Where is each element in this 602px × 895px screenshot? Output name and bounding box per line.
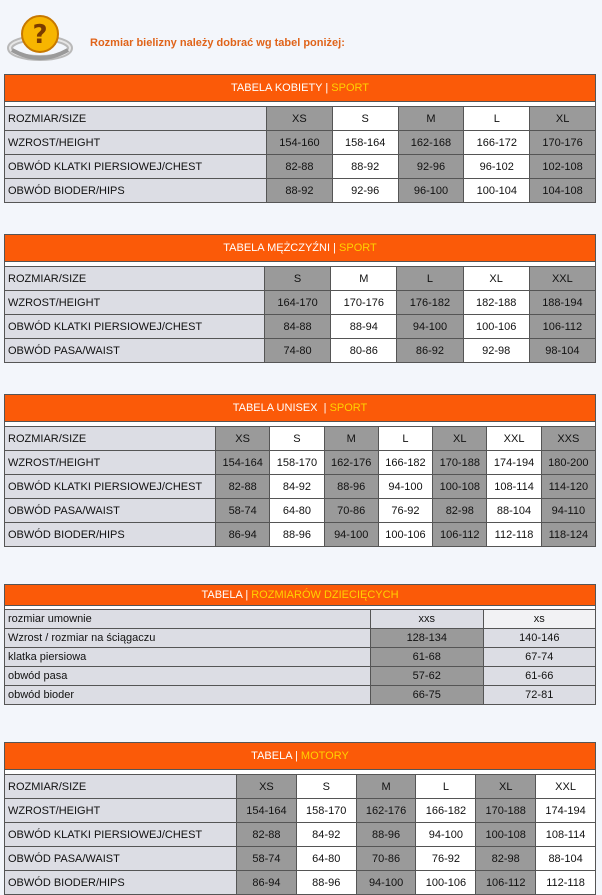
table-cell: 96-100 <box>398 179 464 203</box>
table-cell: 140-146 <box>483 629 596 648</box>
table-cell: 61-66 <box>483 667 596 686</box>
table-cell: 100-108 <box>433 475 487 499</box>
table-cell: 182-188 <box>463 291 529 315</box>
table-cell: 86-94 <box>237 871 297 895</box>
size-header-cell: XXL <box>536 775 596 799</box>
unisex-size-table <box>4 394 596 547</box>
row-label: WZROST/HEIGHT <box>5 451 216 475</box>
table-cell: 88-92 <box>332 155 398 179</box>
row-label: OBWÓD KLATKI PIERSIOWEJ/CHEST <box>5 475 216 499</box>
table-cell: 82-88 <box>216 475 270 499</box>
table-cell: 100-104 <box>464 179 530 203</box>
page-header <box>0 0 602 70</box>
table-cell: 158-170 <box>296 799 356 823</box>
women-table-title: TABELA KOBIETY | SPORT <box>5 75 596 102</box>
table-cell: 104-108 <box>530 179 596 203</box>
table-cell: 170-176 <box>530 131 596 155</box>
kids-table-title: TABELA | ROZMIARÓW DZIECIĘCYCH <box>5 585 596 606</box>
table-row <box>5 131 596 155</box>
moto-table-title: TABELA | MOTORY <box>5 743 596 770</box>
intro-text: Rozmiar bielizny należy dobrać wg tabel poniżej: <box>90 37 345 49</box>
row-label: klatka piersiowa <box>5 648 371 667</box>
table-cell: 94-100 <box>378 475 432 499</box>
size-header-cell: S <box>270 427 324 451</box>
size-header-cell: L <box>416 775 476 799</box>
table-cell: 164-170 <box>265 291 331 315</box>
table-cell: 88-104 <box>536 847 596 871</box>
size-header-cell: XS <box>216 427 270 451</box>
table-cell: 64-80 <box>270 499 324 523</box>
table-row <box>5 775 596 799</box>
table-cell: 84-88 <box>265 315 331 339</box>
size-header-cell: S <box>265 267 331 291</box>
table-row <box>5 499 596 523</box>
table-row <box>5 847 596 871</box>
table-row <box>5 107 596 131</box>
table-cell: 86-94 <box>216 523 270 547</box>
table-cell: 94-100 <box>397 315 463 339</box>
table-cell: 82-98 <box>476 847 536 871</box>
table-cell: 88-104 <box>487 499 541 523</box>
table-cell: 82-88 <box>237 823 297 847</box>
table-cell: 100-106 <box>416 871 476 895</box>
table-row <box>5 475 596 499</box>
row-label: ROZMIAR/SIZE <box>5 107 267 131</box>
size-header-cell: XXL <box>529 267 595 291</box>
table-cell: 108-114 <box>487 475 541 499</box>
table-cell: 166-172 <box>464 131 530 155</box>
size-header-cell: XXS <box>541 427 595 451</box>
table-cell: 158-164 <box>332 131 398 155</box>
table-cell: 154-164 <box>237 799 297 823</box>
table-cell: 82-98 <box>433 499 487 523</box>
table-cell: 166-182 <box>378 451 432 475</box>
table-cell: 80-86 <box>331 339 397 363</box>
size-header-cell: L <box>378 427 432 451</box>
table-cell: 98-104 <box>529 339 595 363</box>
table-cell: 174-194 <box>536 799 596 823</box>
row-label: rozmiar umownie <box>5 610 371 629</box>
size-header-cell: XS <box>237 775 297 799</box>
table-cell: 88-94 <box>331 315 397 339</box>
table-cell: 76-92 <box>416 847 476 871</box>
row-label: OBWÓD PASA/WAIST <box>5 847 237 871</box>
size-header-cell: XS <box>267 107 333 131</box>
row-label: obwód bioder <box>5 686 371 705</box>
table-cell: 67-74 <box>483 648 596 667</box>
table-row <box>5 427 596 451</box>
table-cell: 106-112 <box>529 315 595 339</box>
table-cell: 114-120 <box>541 475 595 499</box>
table-cell: 112-118 <box>536 871 596 895</box>
svg-text:?: ? <box>32 20 48 50</box>
table-cell: 162-176 <box>356 799 416 823</box>
table-row <box>5 291 596 315</box>
table-row <box>5 179 596 203</box>
size-header-cell: L <box>397 267 463 291</box>
table-cell: 86-92 <box>397 339 463 363</box>
table-cell: 108-114 <box>536 823 596 847</box>
table-cell: 128-134 <box>371 629 484 648</box>
table-row <box>5 523 596 547</box>
table-cell: 92-98 <box>463 339 529 363</box>
size-header-cell: XL <box>476 775 536 799</box>
table-cell: 106-112 <box>433 523 487 547</box>
size-header-cell: M <box>356 775 416 799</box>
table-cell: 170-176 <box>331 291 397 315</box>
table-cell: 112-118 <box>487 523 541 547</box>
table-row <box>5 339 596 363</box>
size-header-cell: M <box>324 427 378 451</box>
row-label: obwód pasa <box>5 667 371 686</box>
table-cell: 180-200 <box>541 451 595 475</box>
table-cell: 162-176 <box>324 451 378 475</box>
table-cell: 74-80 <box>265 339 331 363</box>
table-cell: 94-100 <box>324 523 378 547</box>
row-label: OBWÓD BIODER/HIPS <box>5 523 216 547</box>
table-cell: 100-106 <box>463 315 529 339</box>
men-table-title: TABELA MĘŻCZYŹNI | SPORT <box>5 235 596 262</box>
table-row <box>5 686 596 705</box>
table-cell: 61-68 <box>371 648 484 667</box>
table-cell: 100-106 <box>378 523 432 547</box>
size-header-cell: XL <box>433 427 487 451</box>
row-label: WZROST/HEIGHT <box>5 799 237 823</box>
table-cell: 58-74 <box>237 847 297 871</box>
table-cell: 118-124 <box>541 523 595 547</box>
table-cell: 72-81 <box>483 686 596 705</box>
table-row <box>5 629 596 648</box>
table-row <box>5 667 596 686</box>
row-label: OBWÓD KLATKI PIERSIOWEJ/CHEST <box>5 823 237 847</box>
table-cell: 70-86 <box>356 847 416 871</box>
size-header-cell: M <box>398 107 464 131</box>
table-cell: 66-75 <box>371 686 484 705</box>
row-label: ROZMIAR/SIZE <box>5 775 237 799</box>
table-cell: 154-164 <box>216 451 270 475</box>
size-header-cell: xs <box>483 610 596 629</box>
kids-size-table <box>4 584 596 705</box>
table-cell: 158-170 <box>270 451 324 475</box>
table-cell: 76-92 <box>378 499 432 523</box>
table-row <box>5 155 596 179</box>
table-cell: 88-96 <box>356 823 416 847</box>
table-row <box>5 267 596 291</box>
table-row <box>5 823 596 847</box>
table-cell: 58-74 <box>216 499 270 523</box>
women-size-table <box>4 74 596 203</box>
size-header-cell: XXL <box>487 427 541 451</box>
table-cell: 82-88 <box>267 155 333 179</box>
row-label: WZROST/HEIGHT <box>5 291 265 315</box>
table-cell: 162-168 <box>398 131 464 155</box>
table-cell: 57-62 <box>371 667 484 686</box>
table-cell: 170-188 <box>476 799 536 823</box>
table-cell: 106-112 <box>476 871 536 895</box>
table-cell: 100-108 <box>476 823 536 847</box>
table-cell: 92-96 <box>398 155 464 179</box>
question-mark-ring-icon <box>6 8 76 64</box>
table-cell: 94-100 <box>356 871 416 895</box>
row-label: OBWÓD KLATKI PIERSIOWEJ/CHEST <box>5 315 265 339</box>
table-cell: 64-80 <box>296 847 356 871</box>
table-cell: 92-96 <box>332 179 398 203</box>
table-cell: 88-96 <box>296 871 356 895</box>
row-label: OBWÓD PASA/WAIST <box>5 499 216 523</box>
row-label: Wzrost / rozmiar na ściągaczu <box>5 629 371 648</box>
table-row <box>5 799 596 823</box>
table-cell: 94-100 <box>416 823 476 847</box>
row-label: OBWÓD BIODER/HIPS <box>5 871 237 895</box>
row-label: OBWÓD KLATKI PIERSIOWEJ/CHEST <box>5 155 267 179</box>
table-row <box>5 648 596 667</box>
size-header-cell: XL <box>530 107 596 131</box>
size-header-cell: L <box>464 107 530 131</box>
size-header-cell: xxs <box>371 610 484 629</box>
table-cell: 94-110 <box>541 499 595 523</box>
table-cell: 176-182 <box>397 291 463 315</box>
table-row <box>5 315 596 339</box>
row-label: ROZMIAR/SIZE <box>5 427 216 451</box>
table-cell: 174-194 <box>487 451 541 475</box>
men-size-table <box>4 234 596 363</box>
size-header-cell: S <box>296 775 356 799</box>
table-cell: 88-96 <box>324 475 378 499</box>
table-cell: 170-188 <box>433 451 487 475</box>
size-header-cell: XL <box>463 267 529 291</box>
table-cell: 166-182 <box>416 799 476 823</box>
table-cell: 88-92 <box>267 179 333 203</box>
table-row <box>5 871 596 895</box>
size-header-cell: M <box>331 267 397 291</box>
row-label: WZROST/HEIGHT <box>5 131 267 155</box>
size-header-cell: S <box>332 107 398 131</box>
row-label: OBWÓD PASA/WAIST <box>5 339 265 363</box>
row-label: ROZMIAR/SIZE <box>5 267 265 291</box>
table-cell: 188-194 <box>529 291 595 315</box>
table-cell: 102-108 <box>530 155 596 179</box>
unisex-table-title: TABELA UNISEX | SPORT <box>5 395 596 422</box>
table-cell: 96-102 <box>464 155 530 179</box>
moto-size-table <box>4 742 596 895</box>
table-cell: 154-160 <box>267 131 333 155</box>
table-cell: 84-92 <box>296 823 356 847</box>
row-label: OBWÓD BIODER/HIPS <box>5 179 267 203</box>
table-row <box>5 610 596 629</box>
table-cell: 70-86 <box>324 499 378 523</box>
table-row <box>5 451 596 475</box>
table-cell: 84-92 <box>270 475 324 499</box>
table-cell: 88-96 <box>270 523 324 547</box>
